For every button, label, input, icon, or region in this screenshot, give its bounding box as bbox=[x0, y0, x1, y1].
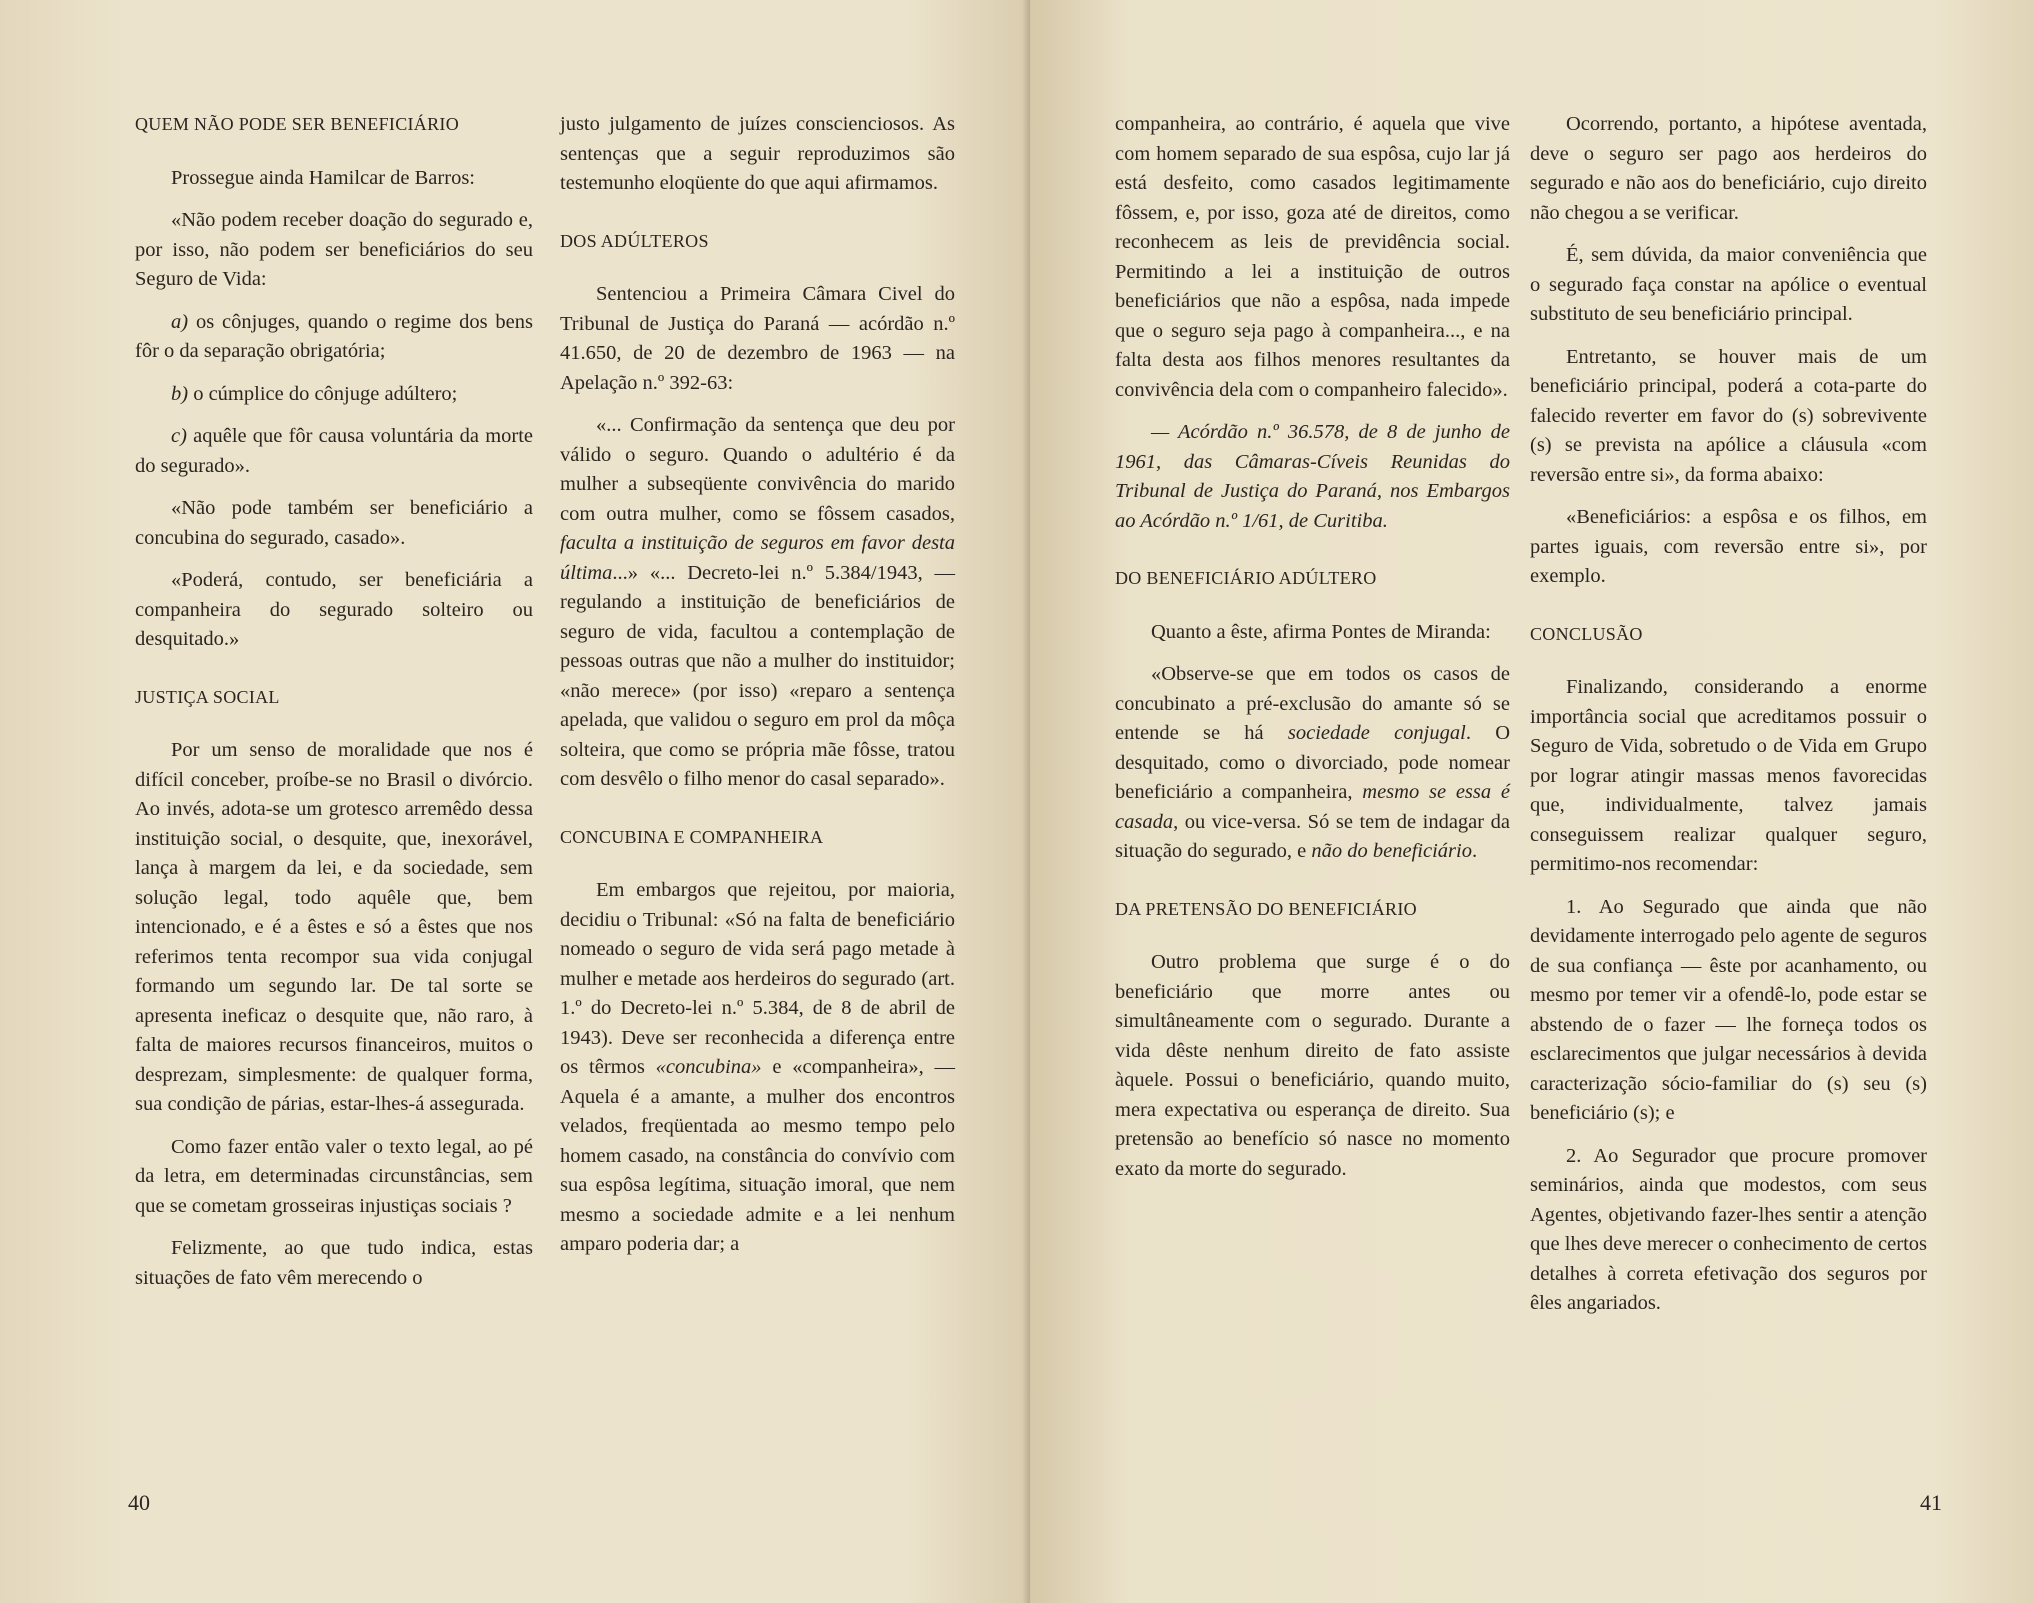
list-text: o cúmplice do cônjuge adúltero; bbox=[193, 382, 458, 405]
paragraph: Finalizando, considerando a enorme importância social que acreditamos possuir o Seguro de Vida, sobretudo o de Vida em Grupo por lograr atingir massas menos favorecidas que, individualmente, talvez jamais conseguissem realizar qualquer seguro, permitimo-nos recomendar: bbox=[1530, 676, 1927, 875]
list-text: aquêle que fôr causa voluntária da morte do segurado». bbox=[135, 425, 534, 477]
text-run: «... Confirmação da sentença que deu por válido o seguro. Quando o adultério é da mulher a subseqüente convivência do marido com outra mulher, como se fôssem casados, bbox=[560, 414, 955, 525]
paragraph: «Não podem receber doação do segurado e, por isso, não podem ser beneficiários do seu Seguro de Vida: bbox=[135, 209, 533, 290]
paragraph: Sentenciou a Primeira Câmara Civel do Tribunal de Justiça do Paraná — acórdão n.º 41.650, de 20 de dezembro de 1963 — na Apelação n.º 392-63: bbox=[560, 283, 955, 394]
text-run: . O desquitado, como o divorciado, pode nomear beneficiário a companheira, bbox=[1115, 722, 1510, 803]
list-item bbox=[135, 422, 533, 481]
italic-run: mesmo se essa é casada bbox=[1115, 781, 1510, 833]
paragraph: «Poderá, contudo, ser beneficiária a companheira do segurado solteiro ou desquitado.» bbox=[135, 569, 533, 650]
section-heading: DOS ADÚLTEROS bbox=[560, 230, 709, 251]
paragraph: Outro problema que surge é o do beneficiário que morre antes ou simultâneamente com o segurado. Durante a vida dêste nenhum direito de fato assiste àquele. Possui o beneficiário, quando muito, mera expectativa ou esperança de direito. Sua pretensão ao benefício só nasce no momento exato da morte do segurado. bbox=[1115, 951, 1510, 1180]
left-column-1 bbox=[135, 110, 533, 1306]
section-heading: CONCLUSÃO bbox=[1530, 623, 1643, 644]
paragraph: justo julgamento de juízes conscienciosos. As sentenças que a seguir reproduzimos são testemunho eloqüente do que aqui afirmamos. bbox=[560, 113, 955, 194]
citation: — Acórdão n.º 36.578, de 8 de junho de 1961, das Câmaras-Cíveis Reunidas do Tribunal de Justiça do Paraná, nos Embargos ao Acórdão n.º 1/61, de Curitiba. bbox=[1115, 421, 1510, 532]
right-column-2 bbox=[1530, 110, 1927, 1332]
right-column-1 bbox=[1115, 110, 1510, 1197]
text-run: «Observe-se que em todos os casos de concubinato a pré-exclusão do amante só se entende se há bbox=[1115, 663, 1510, 744]
list-item: 1. Ao Segurado que ainda que não devidamente interrogado pelo agente de seguros de sua confiança — êste por acanhamento, ou mesmo por temer vir a ofendê-lo, pode estar se abstendo de o fazer — lhe forneça todos os esclarecimentos que julgar necessários à devida caracterização sócio-familiar do (s) seu (s) beneficiário (s); e bbox=[1530, 895, 1927, 1124]
paragraph: Ocorrendo, portanto, a hipótese aventada, deve o seguro ser pago aos herdeiros do segurado e não aos do beneficiário, cujo direito não chegou a se verificar. bbox=[1530, 113, 1927, 224]
list-item bbox=[135, 380, 533, 410]
italic-run: sociedade conjugal bbox=[1287, 722, 1466, 744]
left-column-2 bbox=[560, 110, 955, 1273]
paragraph: Felizmente, ao que tudo indica, estas situações de fato vêm merecendo o bbox=[135, 1237, 533, 1289]
section-heading: DO BENEFICIÁRIO ADÚLTERO bbox=[1115, 568, 1377, 588]
paragraph: Como fazer então valer o texto legal, ao pé da letra, em determinadas circunstâncias, sem que se cometam grosseiras injustiças sociais ? bbox=[135, 1135, 533, 1217]
paragraph bbox=[560, 411, 955, 795]
italic-run: não do beneficiário bbox=[1311, 840, 1472, 862]
text-run: . bbox=[1471, 840, 1478, 862]
page-number-right: 41 bbox=[1920, 1490, 1942, 1515]
list-label: c) bbox=[171, 425, 187, 447]
text-run: e «companheira», — Aquela é a amante, a mulher dos encontros velados, freqüentada ao mesmo tempo pelo homem casado, na constância do convívio com sua espôsa legítima, situação imoral, que nem mesmo a sociedade admite e a lei nenhum amparo poderia dar; a bbox=[560, 1056, 956, 1255]
paragraph: Prossegue ainda Hamilcar de Barros: bbox=[171, 166, 475, 189]
list-label: a) bbox=[171, 310, 189, 333]
paragraph: Entretanto, se houver mais de um beneficiário principal, poderá a cota-parte do falecido reverter em favor do (s) sobrevivente (s) se prevista na apólice a cláusula «com reversão entre si», da forma abaixo: bbox=[1530, 345, 1927, 486]
section-heading: JUSTIÇA SOCIAL bbox=[135, 686, 280, 707]
italic-run: faculta a instituição de seguros em favor desta última bbox=[560, 532, 955, 584]
paragraph bbox=[560, 876, 955, 1260]
paragraph bbox=[1115, 660, 1510, 867]
italic-run: «concubina» bbox=[655, 1056, 762, 1078]
list-item bbox=[135, 308, 533, 367]
paragraph: Quanto a êste, afirma Pontes de Miranda: bbox=[1151, 620, 1491, 643]
page-number-left: 40 bbox=[128, 1490, 150, 1515]
paragraph: É, sem dúvida, da maior conveniência que o segurado faça constar na apólice o eventual substituto de seu beneficiário principal. bbox=[1530, 244, 1927, 325]
paragraph: «Não pode também ser beneficiário a concubina do segurado, casado». bbox=[135, 497, 533, 549]
list-item: 2. Ao Segurador que procure promover seminários, ainda que modestos, com seus Agentes, objetivando fazer-lhes sentir a atenção que lhes deve merecer o conhecimento de certos detalhes à correta efetivação dos seguros por êles angariados. bbox=[1530, 1144, 1927, 1314]
text-run: Em embargos que rejeitou, por maioria, decidiu o Tribunal: «Só na falta de beneficiário nomeado o seguro de vida será pago metade à mulher e metade aos herdeiros do segurado (art. 1.º do Decreto-lei n.º 5.384, de 8 de abril de 1943). Deve ser reconhecida a diferença entre os têrmos bbox=[560, 879, 955, 1078]
list-text: os cônjuges, quando o regime dos bens fôr o da separação obrigatória; bbox=[135, 310, 533, 362]
paragraph: Por um senso de moralidade que nos é difícil conceber, proíbe-se no Brasil o divórcio. Ao invés, adota-se um grotesco arremêdo dessa instituição social, o desquite, que, inexorável, lança à margem da lei, e da sociedade, sem solução legal, todo aquêle que, bem intencionado, e é a êstes e só a êstes que nos referimos tenta recompor sua vida conjugal formando um segundo lar. De tal sorte se apresenta ineficaz o desquite que, não raro, à falta de maiores recursos financeiros, muitos o desprezam, simplesmente: de qualquer forma, sua condição de párias, estar-lhes-á assegurada. bbox=[135, 739, 533, 1115]
section-heading: QUEM NÃO PODE SER BENEFICIÁRIO bbox=[135, 114, 460, 134]
section-heading: CONCUBINA E COMPANHEIRA bbox=[560, 826, 824, 847]
paragraph: «Beneficiários: a espôsa e os filhos, em partes iguais, com reversão entre si», por exemplo. bbox=[1530, 506, 1927, 587]
paragraph: companheira, ao contrário, é aquela que vive com homem separado de sua espôsa, cujo lar já está desfeito, como casados legitimamente fôssem, e, por isso, goza até de direitos, como reconhecem as leis de previdência social. Permitindo a lei a instituição de outros beneficiários que não a espôsa, nada impede que o seguro seja pago à companheira..., e na falta desta aos filhos menores resultantes da convivência dela com o companheiro falecido». bbox=[1115, 113, 1510, 401]
text-run: ...» «... Decreto-lei n.º 5.384/1943, — regulando a instituição de beneficiários de seguro de vida, facultou a contemplação de pessoas outras que não a mulher do instituidor; «não merece» (por isso) «reparo a sentença apelada, que validou o seguro em prol da môça solteira, que como se própria mãe fôsse, tratou com desvêlo o filho menor do casal separado». bbox=[560, 561, 955, 790]
section-heading: DA PRETENSÃO DO BENEFICIÁRIO bbox=[1115, 898, 1417, 919]
text-run: , ou vice-versa. Só se tem de indagar da situação do segurado, e bbox=[1115, 810, 1510, 862]
list-label: b) bbox=[171, 382, 189, 405]
